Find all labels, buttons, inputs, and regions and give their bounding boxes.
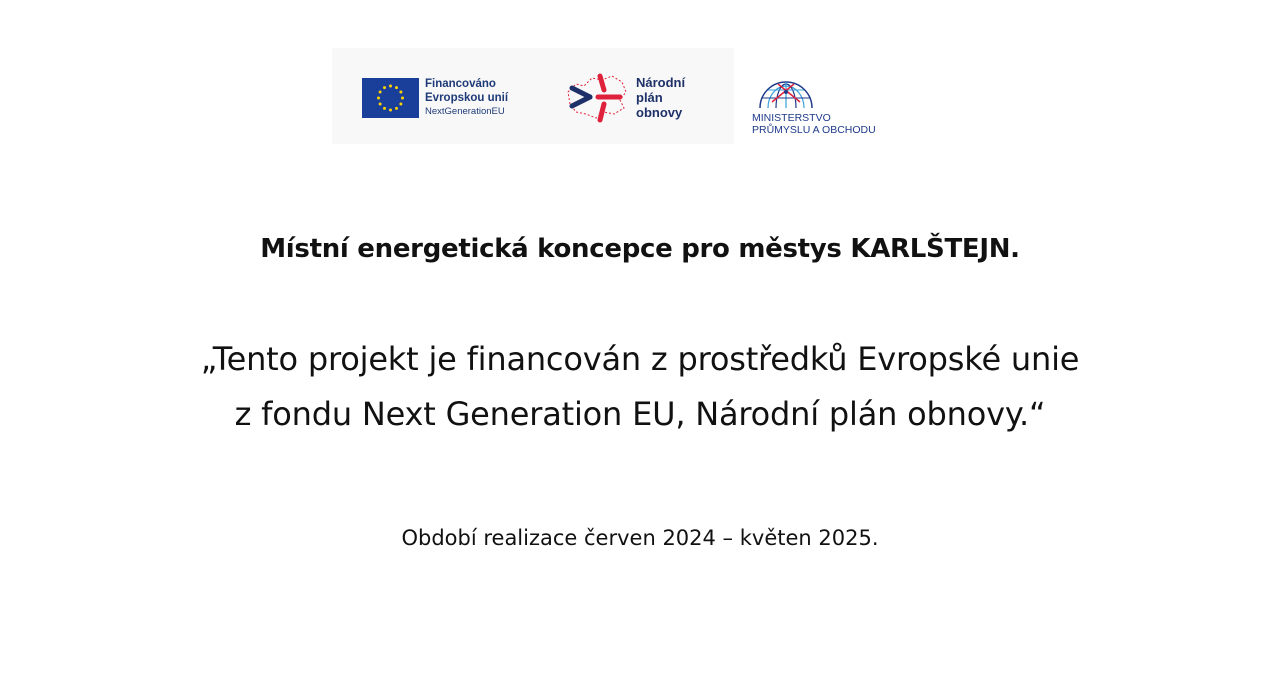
eu-star-icon [399,91,402,94]
npo-logo-line-1: Národní [636,74,686,90]
eu-star-icon [377,97,380,100]
eu-logo-line-2: Evropskou unií [425,92,509,104]
npo-logo-line-3: obnovy [636,104,683,120]
eu-funding-logo [362,77,508,119]
npo-logo-line-2: plán [636,89,663,105]
npo-emblem-icon [562,66,634,128]
eu-star-icon [389,109,392,112]
npo-logo-text [636,75,685,120]
funding-statement [0,332,1280,442]
document-title: Místní energetická koncepce pro městys KARLŠTEJN. [260,234,1020,264]
mpo-logo-line-2: PRŮMYSLU A OBCHODU [752,124,876,136]
eu-star-icon [395,107,398,110]
eu-star-icon [383,107,386,110]
eu-star-icon [399,103,402,106]
eu-flag-icon [362,78,419,118]
eu-star-icon [395,86,398,89]
eu-logo-line-3: NextGenerationEU [425,106,505,117]
ministerstvo-logo [752,72,876,136]
eu-star-icon [379,91,382,94]
globe-network-icon [754,72,818,110]
mpo-logo-text [752,112,876,136]
funding-statement-line-1: „Tento projekt je financován z prostředků Evropské unie [200,340,1080,378]
eu-star-icon [401,97,404,100]
mpo-logo-line-1: MINISTERSTVO [752,112,831,124]
eu-star-icon [383,86,386,89]
eu-star-icon [389,85,392,88]
eu-logo-text [425,77,508,119]
narodni-plan-obnovy-logo [562,66,685,128]
eu-logo-line-1: Financováno [425,78,496,90]
funding-statement-line-2: z fondu Next Generation EU, Národní plán obnovy.“ [234,395,1046,433]
eu-star-icon [379,103,382,106]
realization-period: Období realizace červen 2024 – květen 2025. [401,526,879,550]
